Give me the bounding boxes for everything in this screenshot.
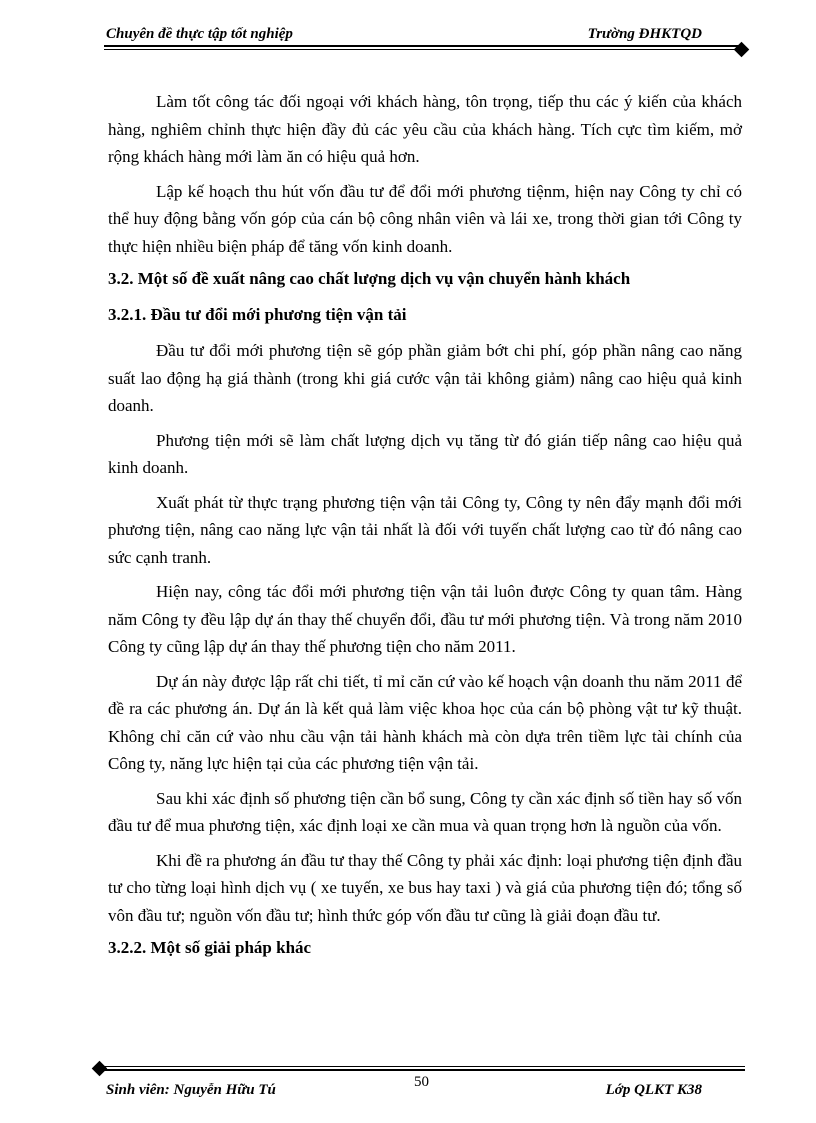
- section-3-2-1-paragraph-2: Phương tiện mới sẽ làm chất lượng dịch vụ tăng từ đó gián tiếp nâng cao hiệu quả kinh doanh.: [108, 430, 742, 477]
- page-header: [106, 26, 722, 44]
- page-footer: [106, 1082, 706, 1102]
- header-document-title: Chuyên đề thực tập tốt nghiệp: [106, 26, 293, 42]
- section-3-2-1-heading: 3.2.1. Đầu tư đổi mới phương tiện vận tải: [108, 305, 407, 324]
- section-3-2-2-heading: 3.2.2. Một số giải pháp khác: [108, 938, 312, 957]
- section-3-2-1-paragraph-5: Dự án này được lập rất chi tiết, tỉ mỉ căn cứ vào kế hoạch vận doanh thu năm 2011 để đề ra các phương án. Dự án là kết quả làm việc khoa học của cán bộ phòng vật tư kỹ thuật. Không chỉ căn cứ vào nhu cầu vận tải hành khách mà còn dựa trên tiềm lực tài chính của Công ty, năng lực hiện tại của các phương tiện vận tải.: [108, 671, 742, 773]
- section-3-2-1-paragraph-4: Hiện nay, công tác đổi mới phương tiện vận tải luôn được Công ty quan tâm. Hàng năm Công ty đều lập dự án thay thế chuyển đổi, đầu tư mới phương tiện. Và trong năm 2010 Công ty cũng lập dự án thay thế phương tiện cho năm 2011.: [108, 582, 742, 656]
- page-content: [108, 88, 742, 970]
- header-rule-thick: [104, 45, 740, 47]
- intro-paragraph-2: Lập kế hoạch thu hút vốn đầu tư để đổi mới phương tiệnm, hiện nay Công ty chỉ có thể huy động bằng vốn góp của cán bộ công nhân viên và lái xe, trong thời gian tới Công ty thực hiện nhiều biện pháp để tăng vốn kinh doanh.: [108, 181, 742, 256]
- header-university: Trường ĐHKTQD: [587, 26, 702, 42]
- footer-student-name: Sinh viên: Nguyễn Hữu Tú: [106, 1082, 276, 1098]
- intro-paragraph-1: Làm tốt công tác đối ngoại với khách hàng, tôn trọng, tiếp thu các ý kiến của khách hàng, nghiêm chỉnh thực hiện đầy đủ các yêu cầu của khách hàng. Tích cực tìm kiếm, mở rộng khách hàng mới làm ăn có hiệu quả hơn.: [108, 92, 742, 166]
- footer-class: Lớp QLKT K38: [605, 1082, 702, 1098]
- footer-rule: [100, 1066, 745, 1072]
- section-3-2-1-paragraph-1: Đầu tư đổi mới phương tiện sẽ góp phần giảm bớt chi phí, góp phần nâng cao năng suất lao động hạ giá thành (trong khi giá cước vận tải không giảm) nâng cao hiệu quả kinh doanh.: [108, 341, 742, 415]
- header-rule-thin: [104, 49, 740, 50]
- footer-rule-thick: [100, 1069, 745, 1071]
- section-3-2-1-paragraph-6: Sau khi xác định số phương tiện cần bổ sung, Công ty cần xác định số tiền hay số vốn đầu tư để mua phương tiện, xác định loại xe cần mua và quan trọng hơn là nguồn của vốn.: [108, 788, 742, 835]
- section-3-2-1-paragraph-7: Khi đề ra phương án đầu tư thay thế Công ty phải xác định: loại phương tiện định đầu tư cho từng loại hình dịch vụ ( xe tuyến, xe bus hay taxi ) và giá của phương tiện đó; tổng số vôn đầu tư; nguồn vốn đầu tư; hình thức góp vốn đầu tư cũng là giải đoạn đầu tư.: [108, 850, 742, 925]
- footer-rule-thin: [100, 1066, 745, 1067]
- section-3-2-1-paragraph-3: Xuất phát từ thực trạng phương tiện vận tải Công ty, Công ty nên đẩy mạnh đổi mới phương tiện, nâng cao năng lực vận tải nhất là đối với tuyến chất lượng cao từ đó nâng cao sức cạnh tranh.: [108, 492, 742, 567]
- page-number: 50: [414, 1074, 429, 1090]
- section-3-2-heading: 3.2. Một số đề xuất nâng cao chất lượng dịch vụ vận chuyển hành khách: [108, 269, 631, 288]
- header-rule: [104, 45, 740, 51]
